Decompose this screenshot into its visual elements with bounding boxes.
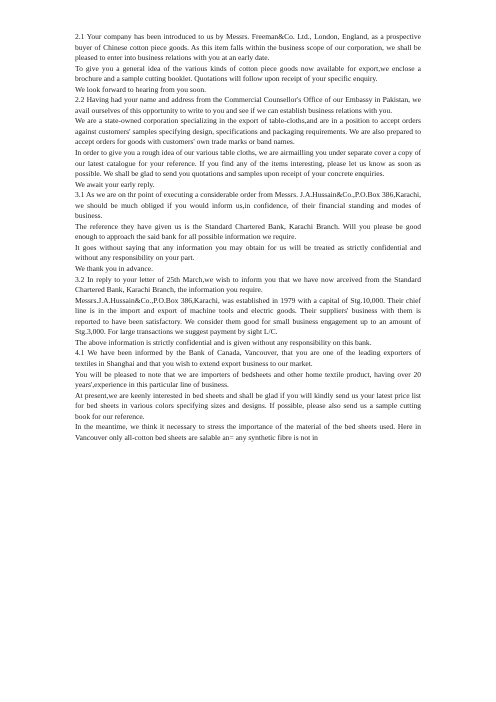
paragraph-3-1: 3.1 As we are on thr point of executing a considerable order from Messrs. J.A.Hussain&Co.,P.O.Box 386,Karachi, we should be much obliged if you would inform us,in confidence, of their financial standing and modes of business.: [75, 190, 421, 221]
paragraph-3-2-details: Messrs.J.A.Hussain&Co.,P.O.Box 386,Karachi, was established in 1979 with a capital of Stg.10,000. Their chief line is in the import and export of machine tools and electric goods. Their suppliers' business with them is reported to have been satisfactory. We consider them good for small business engagement up to an amount of Stg.3,000. For large transactions we suggest payment by sight L/C.: [75, 295, 421, 337]
paragraph-2-2: 2.2 Having had your name and address from the Commercial Counsellor's Office of our Embassy in Pakistan, we avail ourselves of this opportunity to write to you and see if we can establish business relations with you.: [75, 95, 421, 115]
paragraph-4-1-material: In the meantime, we think it necessary to stress the importance of the material of the bed sheets used. Here in Vancouver only all-cotton bed sheets are salable an= any synthetic fibre is not in: [75, 422, 421, 442]
paragraph-4-1: 4.1 We have been informed by the Bank of Canada, Vancouver, that you are one of the leading exporters of textiles in Shanghai and that you wish to extend export business to our market.: [75, 348, 421, 368]
paragraph-2-2-catalogue: In order to give you a rough idea of our various table cloths, we are airmailling you under separate cover a copy of our latest catalogue for your reference. If you find any of the items interesting, please let us know as soon as possible. We shall be glad to send you quotations and samples upon receipt of your concrete enquiries.: [75, 148, 421, 179]
paragraph-3-2: 3.2 In reply to your letter of 25th March,we wish to inform you that we have now arceived from the Standard Chartered Bank, Karachi Branch, the information you require.: [75, 274, 421, 295]
paragraph-2-1: 2.1 Your company has been introduced to us by Messrs. Freeman&Co. Ltd., London, England, as a prospective buyer of Chinese cotton piece goods. As this item falls within the business scope of our corporation, we shall be pleased to enter into business relations with you at an early date.: [75, 32, 421, 63]
paragraph-2-1-closing: We look forward to hearing from you soon.: [75, 84, 207, 94]
paragraph-2-1-enclosure: To give you a general idea of the various kinds of cotton piece goods now available for export,we enclose a brochure and a sample cutting booklet. Quotations will follow upon receipt of your specific enquiry.: [75, 63, 421, 84]
paragraph-2-2-company: We are a state-owned corporation specializing in the export of table-cloths,and are in a position to accept orders against customers' samples specifying design, specifications and packaging requirements. We are also prepared to accept orders for goods with customers' own trade marks or band names.: [75, 116, 421, 147]
paragraph-3-1-confidential: It goes without saying that any information you may obtain for us will be treated as strictly confidential and without any responsibility on your part.: [75, 242, 421, 263]
paragraph-2-2-closing: We await your early reply.: [75, 179, 155, 189]
paragraph-4-1-request: At present,we are keenly interested in bed sheets and shall be glad if you will kindly send us your latest price list for bed sheets in various colors specifying sizes and designs. If possible, please also send us a sample cutting book for our reference.: [75, 390, 421, 421]
document-page: [75, 32, 421, 443]
paragraph-3-2-closing: The above information is strictly confidential and is given without any responsibility on this bank.: [75, 337, 372, 347]
paragraph-3-1-closing: We thank you in advance.: [75, 264, 153, 274]
paragraph-3-1-reference: The reference they have given us is the Standard Chartered Bank, Karachi Branch. Will you please be good enough to approach the said bank for all possible information we require.: [75, 221, 421, 242]
paragraph-4-1-importers: You will be pleased to note that we are importers of bedsheets and other home textile product, having over 20 years',experience in this particular line of business.: [75, 369, 421, 390]
